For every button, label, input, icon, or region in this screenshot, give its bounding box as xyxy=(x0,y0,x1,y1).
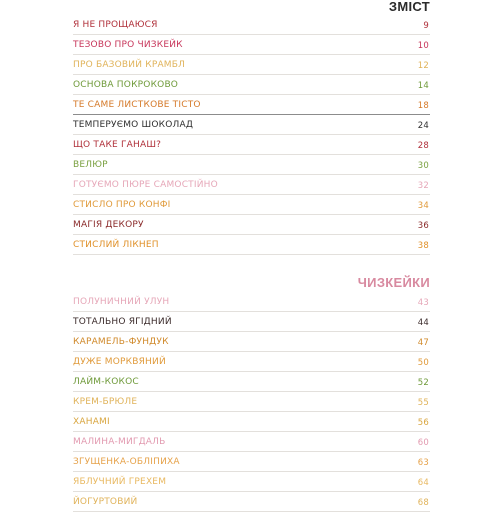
toc-entry[interactable] xyxy=(73,195,430,215)
toc-entry-page-number: 43 xyxy=(417,297,429,308)
toc-entry-page-number: 12 xyxy=(417,60,429,71)
toc-entry-title: ЙОГУРТОВИЙ xyxy=(73,497,138,507)
toc-entry-title: МАГІЯ ДЕКОРУ xyxy=(73,220,144,230)
toc-entry-page-number: 34 xyxy=(417,200,429,211)
contents-title: ЗМІСТ xyxy=(388,0,430,14)
toc-entry[interactable] xyxy=(73,292,430,312)
toc-entry[interactable] xyxy=(73,175,430,195)
toc-entry-title: ТЕМПЕРУЄМО ШОКОЛАД xyxy=(73,120,194,130)
toc-entry-page-number: 47 xyxy=(417,337,429,348)
toc-entry-title: ЗГУЩЕНКА-ОБЛІПИХА xyxy=(73,457,180,467)
toc-entry-page-number: 63 xyxy=(417,457,429,468)
toc-entry-title: МАЛИНА-МИГДАЛЬ xyxy=(73,437,166,447)
toc-entry[interactable] xyxy=(73,472,430,492)
toc-entry-title: ОСНОВА ПОКРОКОВО xyxy=(73,80,179,90)
toc-entry[interactable] xyxy=(73,432,430,452)
toc-entry[interactable] xyxy=(73,332,430,352)
toc-entry-title: ЯБЛУЧНИЙ ГРЕХЕМ xyxy=(73,477,167,487)
toc-entry-page-number: 10 xyxy=(417,40,429,51)
cheesecakes-list xyxy=(73,292,430,512)
toc-entry-title: ВЕЛЮР xyxy=(73,160,108,170)
toc-entry-title: ПРО БАЗОВИЙ КРАМБЛ xyxy=(73,60,186,70)
cheesecakes-title: ЧИЗКЕЙКИ xyxy=(357,275,430,290)
toc-entry-title: СТИСЛО ПРО КОНФІ xyxy=(73,200,171,210)
toc-entry[interactable] xyxy=(73,492,430,512)
toc-entry-title: ГОТУЄМО ПЮРЕ САМОСТІЙНО xyxy=(73,180,218,190)
toc-entry-title: ТЕ САМЕ ЛИСТКОВЕ ТІСТО xyxy=(73,100,201,110)
toc-entry-page-number: 36 xyxy=(417,220,429,231)
toc-entry-title: КАРАМЕЛЬ-ФУНДУК xyxy=(73,337,169,347)
toc-entry-title: Я НЕ ПРОЩАЮСЯ xyxy=(73,20,158,30)
toc-entry[interactable] xyxy=(73,115,430,135)
toc-entry-title: СТИСЛИЙ ЛІКНЕП xyxy=(73,240,159,250)
toc-entry[interactable] xyxy=(73,215,430,235)
toc-entry[interactable] xyxy=(73,75,430,95)
toc-entry-title: ЩО ТАКЕ ГАНАШ? xyxy=(73,140,162,150)
contents-list xyxy=(73,15,430,255)
toc-entry[interactable] xyxy=(73,352,430,372)
toc-entry-title: ХАНАМІ xyxy=(73,417,110,427)
toc-entry-page-number: 28 xyxy=(417,140,429,151)
toc-entry-page-number: 24 xyxy=(417,120,429,131)
toc-entry[interactable] xyxy=(73,135,430,155)
toc-entry-page-number: 18 xyxy=(417,100,429,111)
toc-entry-page-number: 9 xyxy=(423,20,429,31)
toc-entry-page-number: 64 xyxy=(417,477,429,488)
toc-entry-page-number: 50 xyxy=(417,357,429,368)
toc-entry-page-number: 30 xyxy=(417,160,429,171)
toc-entry-page-number: 56 xyxy=(417,417,429,428)
toc-entry-page-number: 44 xyxy=(417,317,429,328)
toc-entry[interactable] xyxy=(73,35,430,55)
toc-entry[interactable] xyxy=(73,452,430,472)
toc-entry[interactable] xyxy=(73,392,430,412)
toc-entry-title: КРЕМ-БРЮЛЕ xyxy=(73,397,138,407)
toc-entry-page-number: 60 xyxy=(417,437,429,448)
toc-entry[interactable] xyxy=(73,312,430,332)
toc-entry-page-number: 68 xyxy=(417,497,429,508)
toc-entry-page-number: 52 xyxy=(417,377,429,388)
toc-entry[interactable] xyxy=(73,235,430,255)
toc-entry[interactable] xyxy=(73,412,430,432)
toc-entry[interactable] xyxy=(73,55,430,75)
toc-entry-title: ЛАЙМ-КОКОС xyxy=(73,377,139,387)
toc-entry[interactable] xyxy=(73,15,430,35)
toc-entry[interactable] xyxy=(73,155,430,175)
toc-entry[interactable] xyxy=(73,95,430,115)
toc-entry-page-number: 32 xyxy=(417,180,429,191)
toc-entry-title: ТОТАЛЬНО ЯГІДНИЙ xyxy=(73,317,172,327)
toc-entry[interactable] xyxy=(73,372,430,392)
toc-entry-page-number: 14 xyxy=(417,80,429,91)
toc-entry-page-number: 55 xyxy=(417,397,429,408)
toc-entry-page-number: 38 xyxy=(417,240,429,251)
toc-entry-title: ТЕЗОВО ПРО ЧИЗКЕЙК xyxy=(73,40,183,50)
toc-entry-title: ПОЛУНИЧНИЙ УЛУН xyxy=(73,297,170,307)
toc-entry-title: ДУЖЕ МОРКВЯНИЙ xyxy=(73,357,166,367)
